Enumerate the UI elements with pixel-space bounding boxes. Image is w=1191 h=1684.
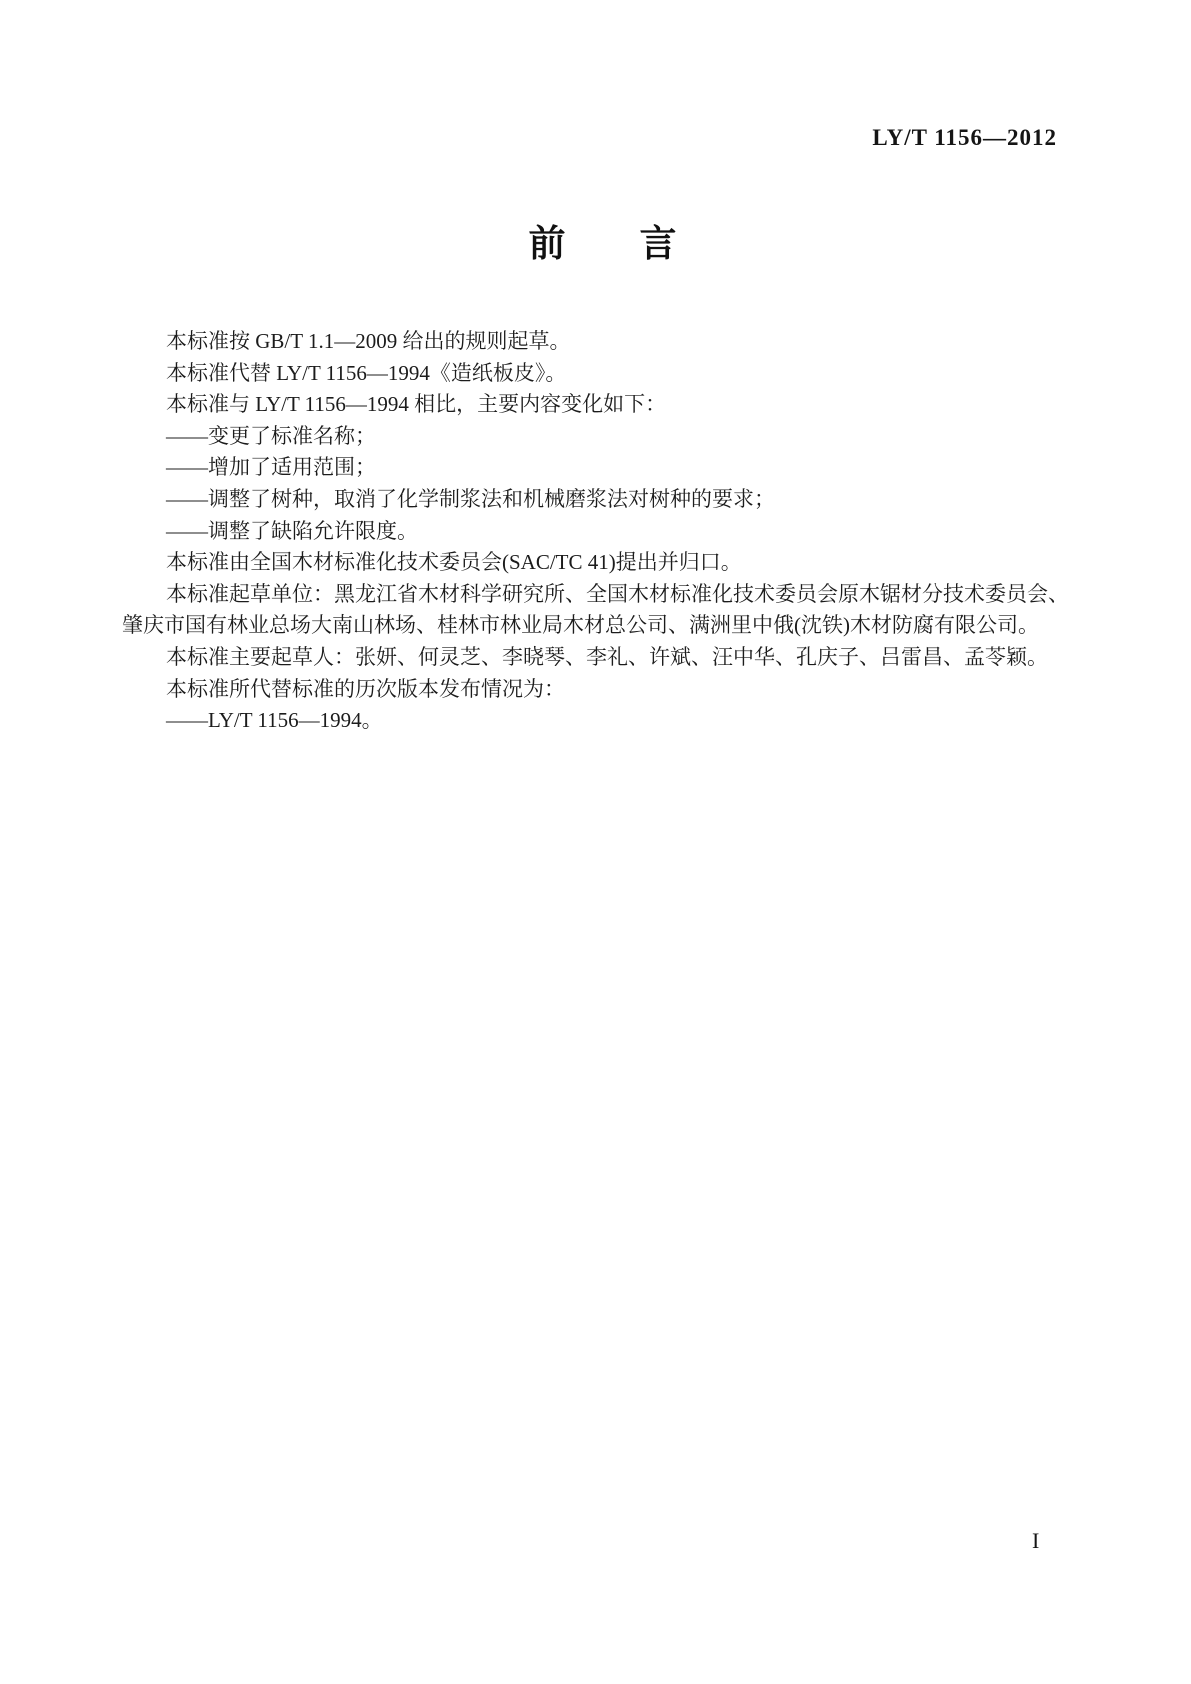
body-line: ——变更了标准名称； [166,423,376,448]
body-line: ——调整了树种，取消了化学制浆法和机械磨浆法对树种的要求； [166,486,775,511]
body-line: 本标准与 LY/T 1156—1994 相比，主要内容变化如下： [166,392,667,417]
body-line: 本标准按 GB/T 1.1—2009 给出的规则起草。 [166,329,571,353]
body-line: 本标准主要起草人：张妍、何灵芝、李晓琴、李礼、许斌、汪中华、孔庆子、吕雷昌、孟苓颖。 [166,644,1048,669]
body-line: 本标准起草单位：黑龙江省木材科学研究所、全国木材标准化技术委员会原木锯材分技术委员会、 [166,581,1069,606]
page-title: 前 言 [528,223,677,264]
foreword-body [122,326,1070,737]
body-line: 本标准由全国木材标准化技术委员会(SAC/TC 41)提出并归口。 [166,550,742,575]
body-line: ——调整了缺陷允许限度。 [166,518,418,543]
body-line: 本标准代替 LY/T 1156—1994《造纸板皮》。 [166,360,567,385]
standard-number: LY/T 1156—2012 [872,125,1057,150]
page-number: I [1032,1528,1040,1553]
body-line: ——增加了适用范围； [166,455,376,480]
body-line: ——LY/T 1156—1994。 [166,708,383,733]
body-line: 本标准所代替标准的历次版本发布情况为： [166,676,565,701]
body-line: 肇庆市国有林业总场大南山林场、桂林市林业局木材总公司、满洲里中俄(沈铁)木材防腐有限公司。 [122,613,1039,638]
